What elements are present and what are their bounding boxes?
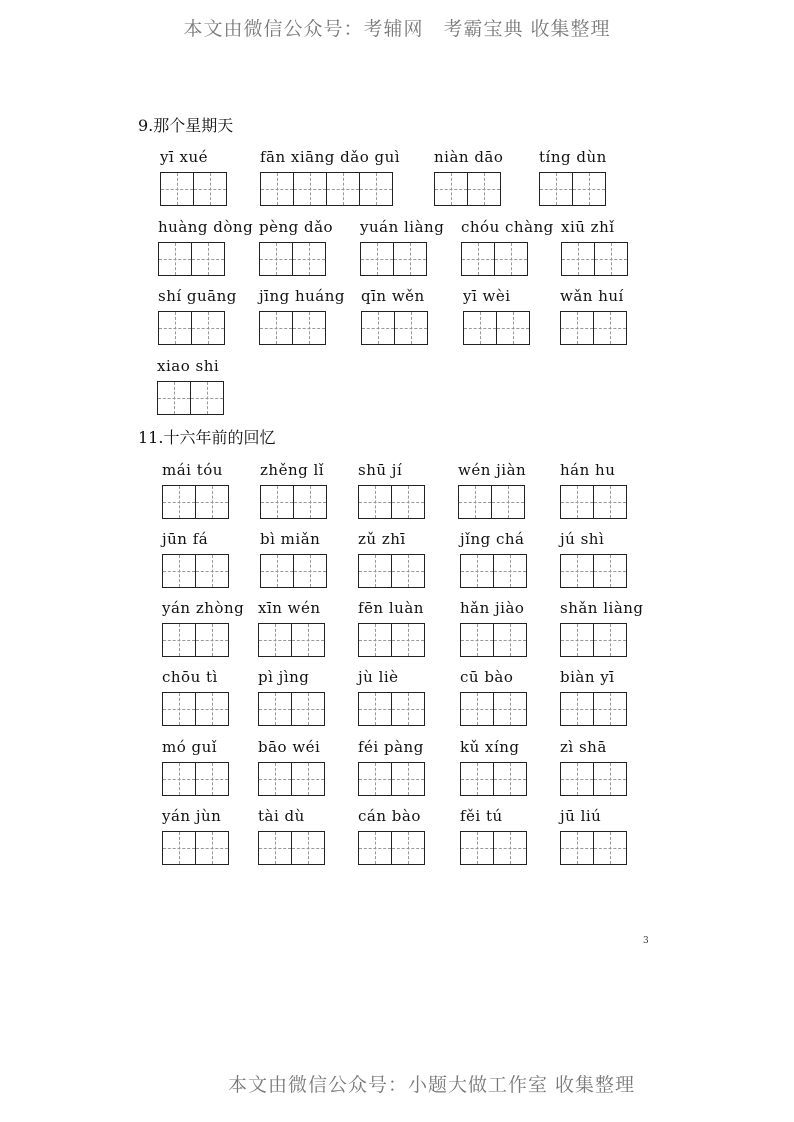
character-grid bbox=[260, 554, 326, 588]
character-box[interactable] bbox=[461, 242, 495, 276]
pinyin-label: jú shì bbox=[560, 530, 605, 548]
character-box[interactable] bbox=[560, 311, 594, 345]
character-box[interactable] bbox=[292, 311, 326, 345]
character-box[interactable] bbox=[361, 311, 395, 345]
character-grid bbox=[560, 311, 626, 345]
character-grid bbox=[162, 692, 228, 726]
pinyin-label: jīng huáng bbox=[259, 287, 346, 305]
pinyin-label: pì jìng bbox=[258, 668, 310, 686]
pinyin-label: fēn luàn bbox=[358, 599, 424, 617]
pinyin-label: yán zhòng bbox=[162, 599, 245, 617]
character-box[interactable] bbox=[158, 242, 192, 276]
pinyin-label: xiao shi bbox=[157, 357, 220, 375]
character-box[interactable] bbox=[258, 623, 292, 657]
character-box[interactable] bbox=[293, 172, 327, 206]
pinyin-label: huàng dòng bbox=[158, 218, 254, 236]
pinyin-label: jūn fá bbox=[162, 530, 209, 548]
pinyin-label: féi pàng bbox=[358, 738, 424, 756]
watermark-bottom: 本文由微信公众号：小题大做工作室 收集整理 bbox=[228, 1074, 636, 1096]
character-box[interactable] bbox=[391, 692, 425, 726]
character-box[interactable] bbox=[162, 623, 196, 657]
character-box[interactable] bbox=[158, 311, 192, 345]
character-box[interactable] bbox=[467, 172, 501, 206]
pinyin-label: kǔ xíng bbox=[460, 738, 520, 756]
character-box[interactable] bbox=[593, 623, 627, 657]
character-grid bbox=[157, 381, 223, 415]
character-box[interactable] bbox=[160, 172, 194, 206]
pinyin-label: wǎn huí bbox=[560, 287, 624, 305]
character-grid bbox=[259, 242, 325, 276]
character-box[interactable] bbox=[460, 692, 494, 726]
character-box[interactable] bbox=[593, 692, 627, 726]
pinyin-label: bì miǎn bbox=[260, 530, 321, 548]
character-box[interactable] bbox=[258, 831, 292, 865]
character-box[interactable] bbox=[491, 485, 525, 519]
character-box[interactable] bbox=[434, 172, 468, 206]
character-box[interactable] bbox=[291, 623, 325, 657]
character-grid bbox=[463, 311, 529, 345]
character-grid bbox=[360, 242, 426, 276]
character-box[interactable] bbox=[493, 692, 527, 726]
character-box[interactable] bbox=[391, 623, 425, 657]
pinyin-label: shí guāng bbox=[158, 287, 237, 305]
character-box[interactable] bbox=[391, 554, 425, 588]
character-grid bbox=[162, 762, 228, 796]
character-grid bbox=[361, 311, 427, 345]
character-box[interactable] bbox=[162, 762, 196, 796]
character-grid bbox=[158, 242, 224, 276]
pinyin-label: tíng dùn bbox=[539, 148, 607, 166]
character-box[interactable] bbox=[460, 623, 494, 657]
character-grid bbox=[560, 485, 626, 519]
character-box[interactable] bbox=[593, 311, 627, 345]
pinyin-label: shū jí bbox=[358, 461, 403, 479]
character-box[interactable] bbox=[193, 172, 227, 206]
character-box[interactable] bbox=[195, 623, 229, 657]
character-box[interactable] bbox=[460, 554, 494, 588]
pinyin-label: hán hu bbox=[560, 461, 616, 479]
pinyin-label: yán jùn bbox=[162, 807, 222, 825]
pinyin-label: tài dù bbox=[258, 807, 305, 825]
character-box[interactable] bbox=[358, 762, 392, 796]
pinyin-label: wén jiàn bbox=[458, 461, 527, 479]
character-box[interactable] bbox=[593, 485, 627, 519]
pinyin-label: jū liú bbox=[560, 807, 602, 825]
character-box[interactable] bbox=[291, 831, 325, 865]
character-box[interactable] bbox=[162, 554, 196, 588]
pinyin-label: yī xué bbox=[160, 148, 209, 166]
character-box[interactable] bbox=[458, 485, 492, 519]
character-box[interactable] bbox=[493, 554, 527, 588]
character-grid bbox=[561, 242, 627, 276]
character-box[interactable] bbox=[195, 485, 229, 519]
section-title-9: 9.那个星期天 bbox=[138, 116, 234, 135]
character-grid bbox=[162, 623, 228, 657]
character-grid bbox=[358, 554, 424, 588]
character-grid bbox=[539, 172, 605, 206]
character-grid bbox=[160, 172, 226, 206]
character-box[interactable] bbox=[259, 311, 293, 345]
character-box[interactable] bbox=[393, 242, 427, 276]
character-box[interactable] bbox=[593, 831, 627, 865]
character-grid bbox=[258, 692, 324, 726]
pinyin-label: hǎn jiào bbox=[460, 599, 525, 617]
character-grid bbox=[162, 831, 228, 865]
character-grid bbox=[460, 623, 526, 657]
pinyin-label: mái tóu bbox=[162, 461, 223, 479]
pinyin-label: fān xiāng dǎo guì bbox=[260, 148, 401, 166]
character-grid bbox=[260, 485, 326, 519]
pinyin-label: shǎn liàng bbox=[560, 599, 644, 617]
character-box[interactable] bbox=[326, 172, 360, 206]
pinyin-label: qīn wěn bbox=[361, 287, 425, 305]
character-box[interactable] bbox=[493, 623, 527, 657]
character-box[interactable] bbox=[157, 381, 191, 415]
character-box[interactable] bbox=[493, 831, 527, 865]
character-box[interactable] bbox=[258, 762, 292, 796]
character-grid bbox=[358, 831, 424, 865]
pinyin-label: yuán liàng bbox=[360, 218, 445, 236]
pinyin-label: jù liè bbox=[358, 668, 399, 686]
character-box[interactable] bbox=[292, 242, 326, 276]
character-box[interactable] bbox=[593, 554, 627, 588]
character-grid bbox=[258, 623, 324, 657]
character-box[interactable] bbox=[394, 311, 428, 345]
character-grid bbox=[560, 692, 626, 726]
pinyin-label: chōu tì bbox=[162, 668, 218, 686]
character-box[interactable] bbox=[358, 692, 392, 726]
character-box[interactable] bbox=[391, 485, 425, 519]
character-box[interactable] bbox=[293, 554, 327, 588]
character-box[interactable] bbox=[195, 692, 229, 726]
pinyin-label: yī wèi bbox=[463, 287, 511, 305]
character-grid bbox=[358, 485, 424, 519]
character-box[interactable] bbox=[561, 242, 595, 276]
character-grid bbox=[259, 311, 325, 345]
character-box[interactable] bbox=[191, 311, 225, 345]
character-box[interactable] bbox=[496, 311, 530, 345]
character-grid bbox=[458, 485, 524, 519]
character-box[interactable] bbox=[572, 172, 606, 206]
character-box[interactable] bbox=[560, 485, 594, 519]
character-grid bbox=[461, 242, 527, 276]
character-box[interactable] bbox=[593, 762, 627, 796]
character-box[interactable] bbox=[258, 692, 292, 726]
character-box[interactable] bbox=[391, 831, 425, 865]
character-box[interactable] bbox=[493, 762, 527, 796]
character-box[interactable] bbox=[191, 242, 225, 276]
character-box[interactable] bbox=[560, 623, 594, 657]
character-box[interactable] bbox=[260, 172, 294, 206]
pinyin-label: xīn wén bbox=[258, 599, 321, 617]
character-box[interactable] bbox=[560, 831, 594, 865]
pinyin-label: mó guǐ bbox=[162, 738, 218, 756]
character-box[interactable] bbox=[260, 554, 294, 588]
character-box[interactable] bbox=[594, 242, 628, 276]
pinyin-label: chóu chàng bbox=[461, 218, 554, 236]
character-box[interactable] bbox=[190, 381, 224, 415]
character-box[interactable] bbox=[494, 242, 528, 276]
character-box[interactable] bbox=[358, 831, 392, 865]
character-grid bbox=[460, 692, 526, 726]
pinyin-label: cán bào bbox=[358, 807, 421, 825]
character-box[interactable] bbox=[358, 485, 392, 519]
character-grid bbox=[560, 762, 626, 796]
character-grid bbox=[258, 831, 324, 865]
character-box[interactable] bbox=[195, 762, 229, 796]
character-box[interactable] bbox=[291, 692, 325, 726]
pinyin-label: zì shā bbox=[560, 738, 607, 756]
character-box[interactable] bbox=[358, 623, 392, 657]
character-box[interactable] bbox=[195, 831, 229, 865]
character-grid bbox=[560, 623, 626, 657]
character-grid bbox=[258, 762, 324, 796]
pinyin-label: biàn yī bbox=[560, 668, 615, 686]
character-grid bbox=[460, 762, 526, 796]
character-box[interactable] bbox=[359, 172, 393, 206]
character-box[interactable] bbox=[460, 762, 494, 796]
character-box[interactable] bbox=[195, 554, 229, 588]
character-box[interactable] bbox=[260, 485, 294, 519]
character-box[interactable] bbox=[358, 554, 392, 588]
character-grid bbox=[460, 831, 526, 865]
character-box[interactable] bbox=[391, 762, 425, 796]
pinyin-label: cū bào bbox=[460, 668, 514, 686]
page-number: 3 bbox=[643, 936, 649, 946]
character-grid bbox=[158, 311, 224, 345]
pinyin-label: fěi tú bbox=[460, 807, 503, 825]
character-box[interactable] bbox=[291, 762, 325, 796]
pinyin-label: bāo wéi bbox=[258, 738, 321, 756]
pinyin-label: pèng dǎo bbox=[259, 218, 334, 236]
character-grid bbox=[358, 692, 424, 726]
character-box[interactable] bbox=[162, 485, 196, 519]
character-box[interactable] bbox=[162, 831, 196, 865]
character-grid bbox=[560, 554, 626, 588]
pinyin-label: jǐng chá bbox=[460, 530, 525, 548]
character-box[interactable] bbox=[360, 242, 394, 276]
section-title-11: 11.十六年前的回忆 bbox=[138, 428, 276, 447]
character-grid bbox=[162, 485, 228, 519]
character-box[interactable] bbox=[460, 831, 494, 865]
character-box[interactable] bbox=[162, 692, 196, 726]
character-box[interactable] bbox=[560, 762, 594, 796]
character-grid bbox=[434, 172, 500, 206]
character-box[interactable] bbox=[463, 311, 497, 345]
watermark-top: 本文由微信公众号：考辅网 考霸宝典 收集整理 bbox=[183, 18, 611, 40]
character-box[interactable] bbox=[560, 554, 594, 588]
pinyin-label: zǔ zhī bbox=[358, 530, 406, 548]
character-box[interactable] bbox=[539, 172, 573, 206]
character-grid bbox=[358, 762, 424, 796]
character-grid bbox=[358, 623, 424, 657]
pinyin-label: niàn dāo bbox=[434, 148, 504, 166]
character-box[interactable] bbox=[560, 692, 594, 726]
pinyin-label: zhěng lǐ bbox=[260, 461, 325, 479]
character-grid bbox=[260, 172, 392, 206]
character-grid bbox=[162, 554, 228, 588]
pinyin-label: xiū zhǐ bbox=[561, 218, 615, 236]
character-box[interactable] bbox=[259, 242, 293, 276]
character-box[interactable] bbox=[293, 485, 327, 519]
character-grid bbox=[460, 554, 526, 588]
character-grid bbox=[560, 831, 626, 865]
